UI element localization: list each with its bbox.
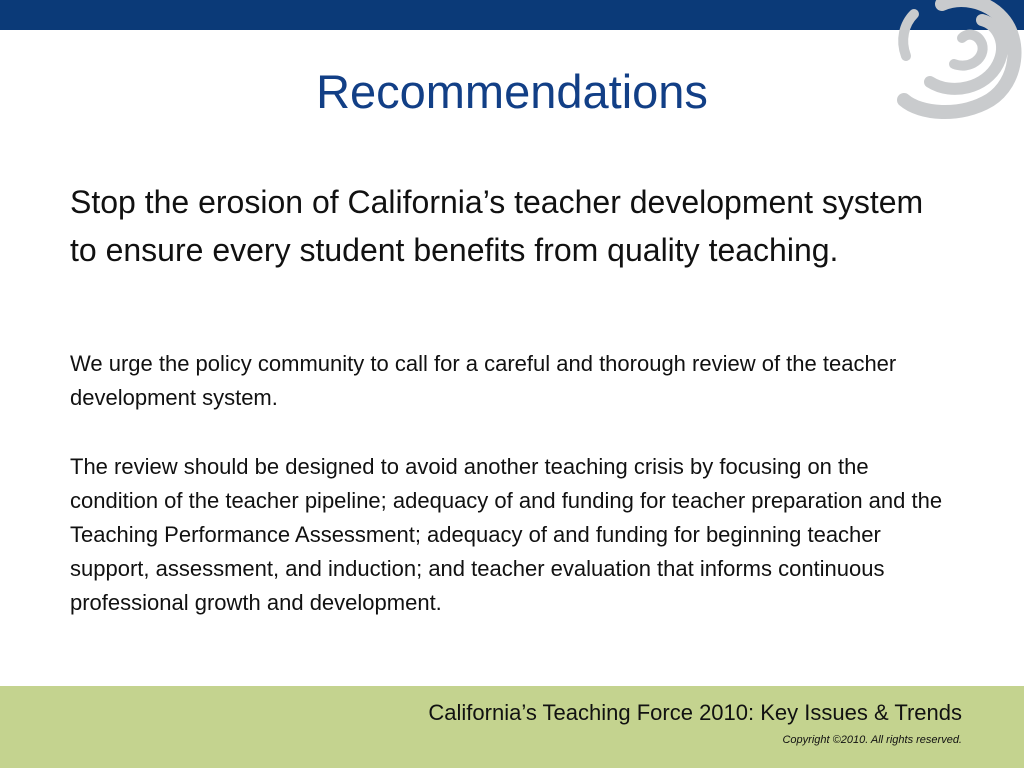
top-bar <box>0 0 1024 30</box>
footer-band <box>0 686 1024 768</box>
body-paragraph: The review should be designed to avoid another teaching crisis by focusing on the condition of the teacher pipeline; adequacy of and funding for teacher preparation and the Teaching Performance Assessment; adequacy of and funding for beginning teacher support, assessment, and induction; and teacher evaluation that informs continuous professional growth and development. <box>70 454 943 615</box>
body-paragraph: We urge the policy community to call for a careful and thorough review of the teacher development system. <box>70 351 897 410</box>
footer-title: California’s Teaching Force 2010: Key Issues & Trends <box>428 700 962 725</box>
lead-statement: Stop the erosion of California’s teacher development system to ensure every student benefits from quality teaching. <box>70 184 924 268</box>
copyright-notice: Copyright ©2010. All rights reserved. <box>782 734 962 746</box>
slide-title: Recommendations <box>316 65 708 118</box>
